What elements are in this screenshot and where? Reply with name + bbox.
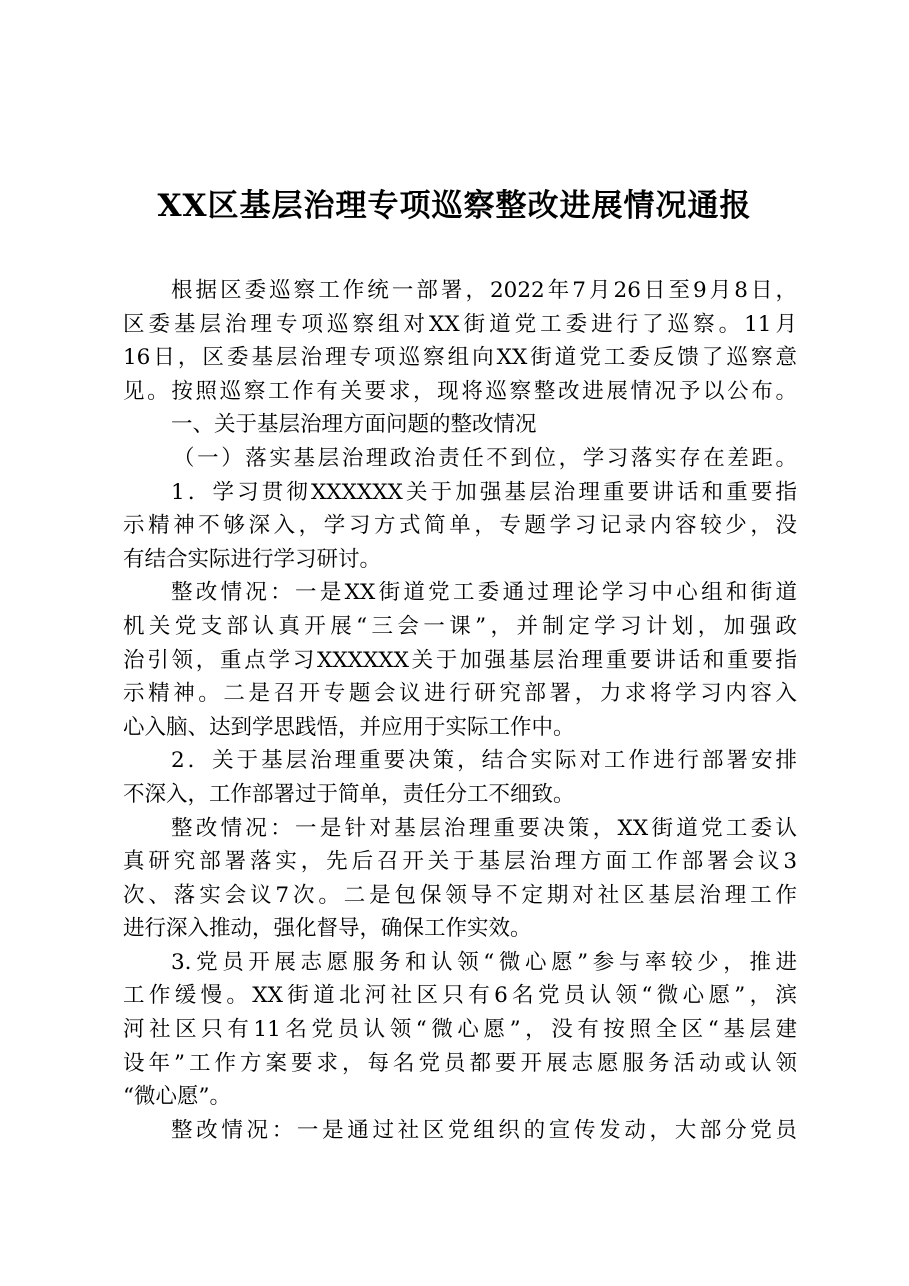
subsection-heading: （一）落实基层治理政治责任不到位，学习落实存在差距。 (173, 445, 797, 471)
text-line: 示精神。二是召开专题会议进行研究部署，力求将学习内容入 (123, 681, 797, 707)
text-line: 整改情况：一是XX街道党工委通过理论学习中心组和街道 (171, 580, 797, 606)
text-line: 1．学习贯彻XXXXXX关于加强基层治理重要讲话和重要指 (171, 479, 797, 505)
text-line: 次、落实会议7次。二是包保领导不定期对社区基层治理工作 (123, 882, 797, 908)
text-line: 不深入，工作部署过于简单，责任分工不细致。 (123, 781, 575, 807)
document-body (123, 274, 797, 1147)
text-line: 工作缓慢。XX街道北河社区只有6名党员认领“微心愿”，滨 (123, 983, 797, 1009)
text-line: 整改情况：一是通过社区党组织的宣传发动，大部分党员 (171, 1117, 797, 1143)
text-line: 根据区委巡察工作统一部署，2022年7月26日至9月8日， (171, 278, 797, 303)
text-line: 2．关于基层治理重要决策，结合实际对工作进行部署安排 (171, 748, 797, 774)
text-line: “微心愿”。 (123, 1084, 231, 1110)
text-line: 有结合实际进行学习研讨。 (123, 546, 382, 572)
text-line: 16日，区委基层治理专项巡察组向XX街道党工委反馈了巡察意 (123, 345, 797, 371)
text-line: 设年”工作方案要求，每名党员都要开展志愿服务活动或认领 (123, 1050, 797, 1076)
text-line: 真研究部署落实，先后召开关于基层治理方面工作部署会议3 (123, 849, 797, 875)
text-line: 机关党支部认真开展“三会一课”，并制定学习计划，加强政 (123, 613, 797, 639)
text-line: 治引领，重点学习XXXXXX关于加强基层治理重要讲话和重要指 (123, 647, 797, 673)
text-line: 心入脑、达到学思践悟，并应用于实际工作中。 (123, 714, 575, 740)
text-line: 示精神不够深入，学习方式简单，专题学习记录内容较少，没 (123, 513, 797, 539)
text-line: 进行深入推动，强化督导，确保工作实效。 (123, 916, 532, 942)
text-line: 3.党员开展志愿服务和认领“微心愿”参与率较少，推进 (171, 949, 797, 975)
text-line: 河社区只有11名党员认领“微心愿”，没有按照全区“基层建 (123, 1017, 797, 1043)
section-heading: 一、关于基层治理方面问题的整改情况 (171, 412, 537, 438)
text-line: 见。按照巡察工作有关要求，现将巡察整改进展情况予以公布。 (123, 378, 797, 404)
text-line: 整改情况：一是针对基层治理重要决策，XX街道党工委认 (171, 815, 797, 841)
document-title: XX区基层治理专项巡察整改进展情况通报 (157, 188, 752, 224)
text-line: 区委基层治理专项巡察组对XX街道党工委进行了巡察。11月 (123, 311, 797, 337)
